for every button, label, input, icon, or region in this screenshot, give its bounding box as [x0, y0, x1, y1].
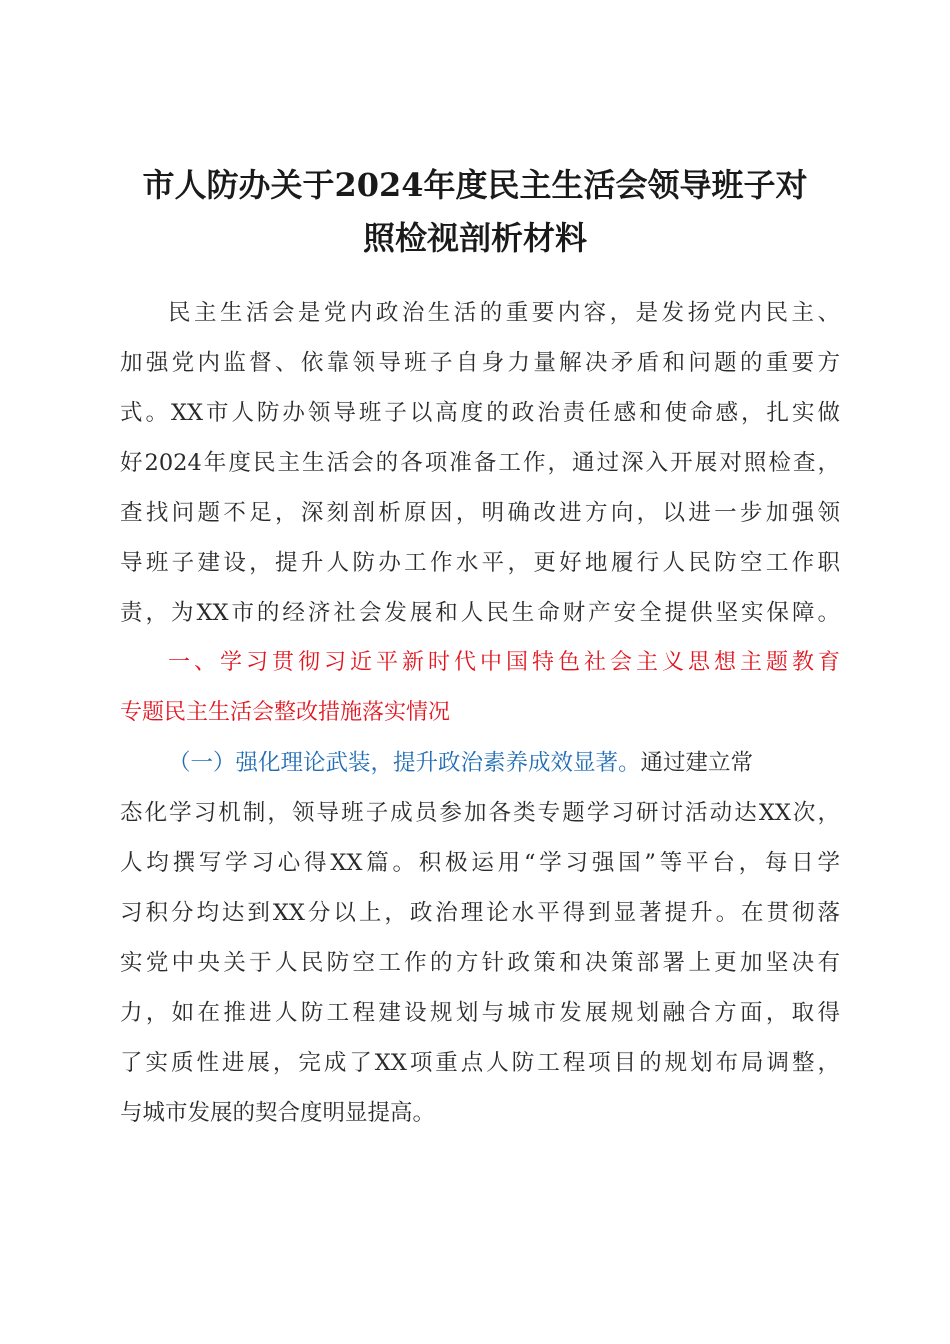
intro-line: 民主生活会是党内政治生活的重要内容，是发扬党内民主、 — [168, 300, 840, 326]
body-line: 了实质性进展，完成了XX项重点人防工程项目的规划布局调整， — [120, 1050, 840, 1076]
intro-line: 责，为XX市的经济社会发展和人民生命财产安全提供坚实保障。 — [120, 600, 840, 626]
intro-line: 查找问题不足，深刻剖析原因，明确改进方向，以进一步加强领 — [120, 500, 840, 526]
intro-line: 式。XX市人防办领导班子以高度的政治责任感和使命感，扎实做 — [120, 400, 840, 426]
intro-line: 加强党内监督、依靠领导班子自身力量解决矛盾和问题的重要方 — [120, 350, 840, 376]
subsection-first-line — [168, 747, 840, 779]
body-line: 力，如在推进人防工程建设规划与城市发展规划融合方面，取得 — [120, 1000, 840, 1026]
body-line: 人均撰写学习心得XX篇。积极运用“学习强国”等平台，每日学 — [120, 850, 840, 876]
section-heading-line-1: 一、学习贯彻习近平新时代中国特色社会主义思想主题教育 — [168, 650, 840, 675]
document-title-line-2: 照检视剖析材料 — [362, 219, 587, 257]
body-line: 实党中央关于人民防空工作的方针政策和决策部署上更加坚决有 — [120, 950, 840, 976]
document-title-line-1: 市人防办关于2024年度民主生活会领导班子对 — [142, 166, 808, 204]
subsection-heading: （一）强化理论武装，提升政治素养成效显著。 — [168, 750, 641, 776]
subsection-first-line-text: 通过建立常 — [640, 750, 754, 776]
intro-line: 好2024年度民主生活会的各项准备工作，通过深入开展对照检查， — [120, 450, 840, 476]
body-line: 与城市发展的契合度明显提高。 — [120, 1100, 436, 1126]
section-heading-line-2: 专题民主生活会整改措施落实情况 — [120, 700, 451, 725]
intro-line: 导班子建设，提升人防办工作水平，更好地履行人民防空工作职 — [120, 550, 840, 576]
body-line: 习积分均达到XX分以上，政治理论水平得到显著提升。在贯彻落 — [120, 900, 840, 926]
body-line: 态化学习机制，领导班子成员参加各类专题学习研讨活动达XX次， — [120, 800, 840, 826]
